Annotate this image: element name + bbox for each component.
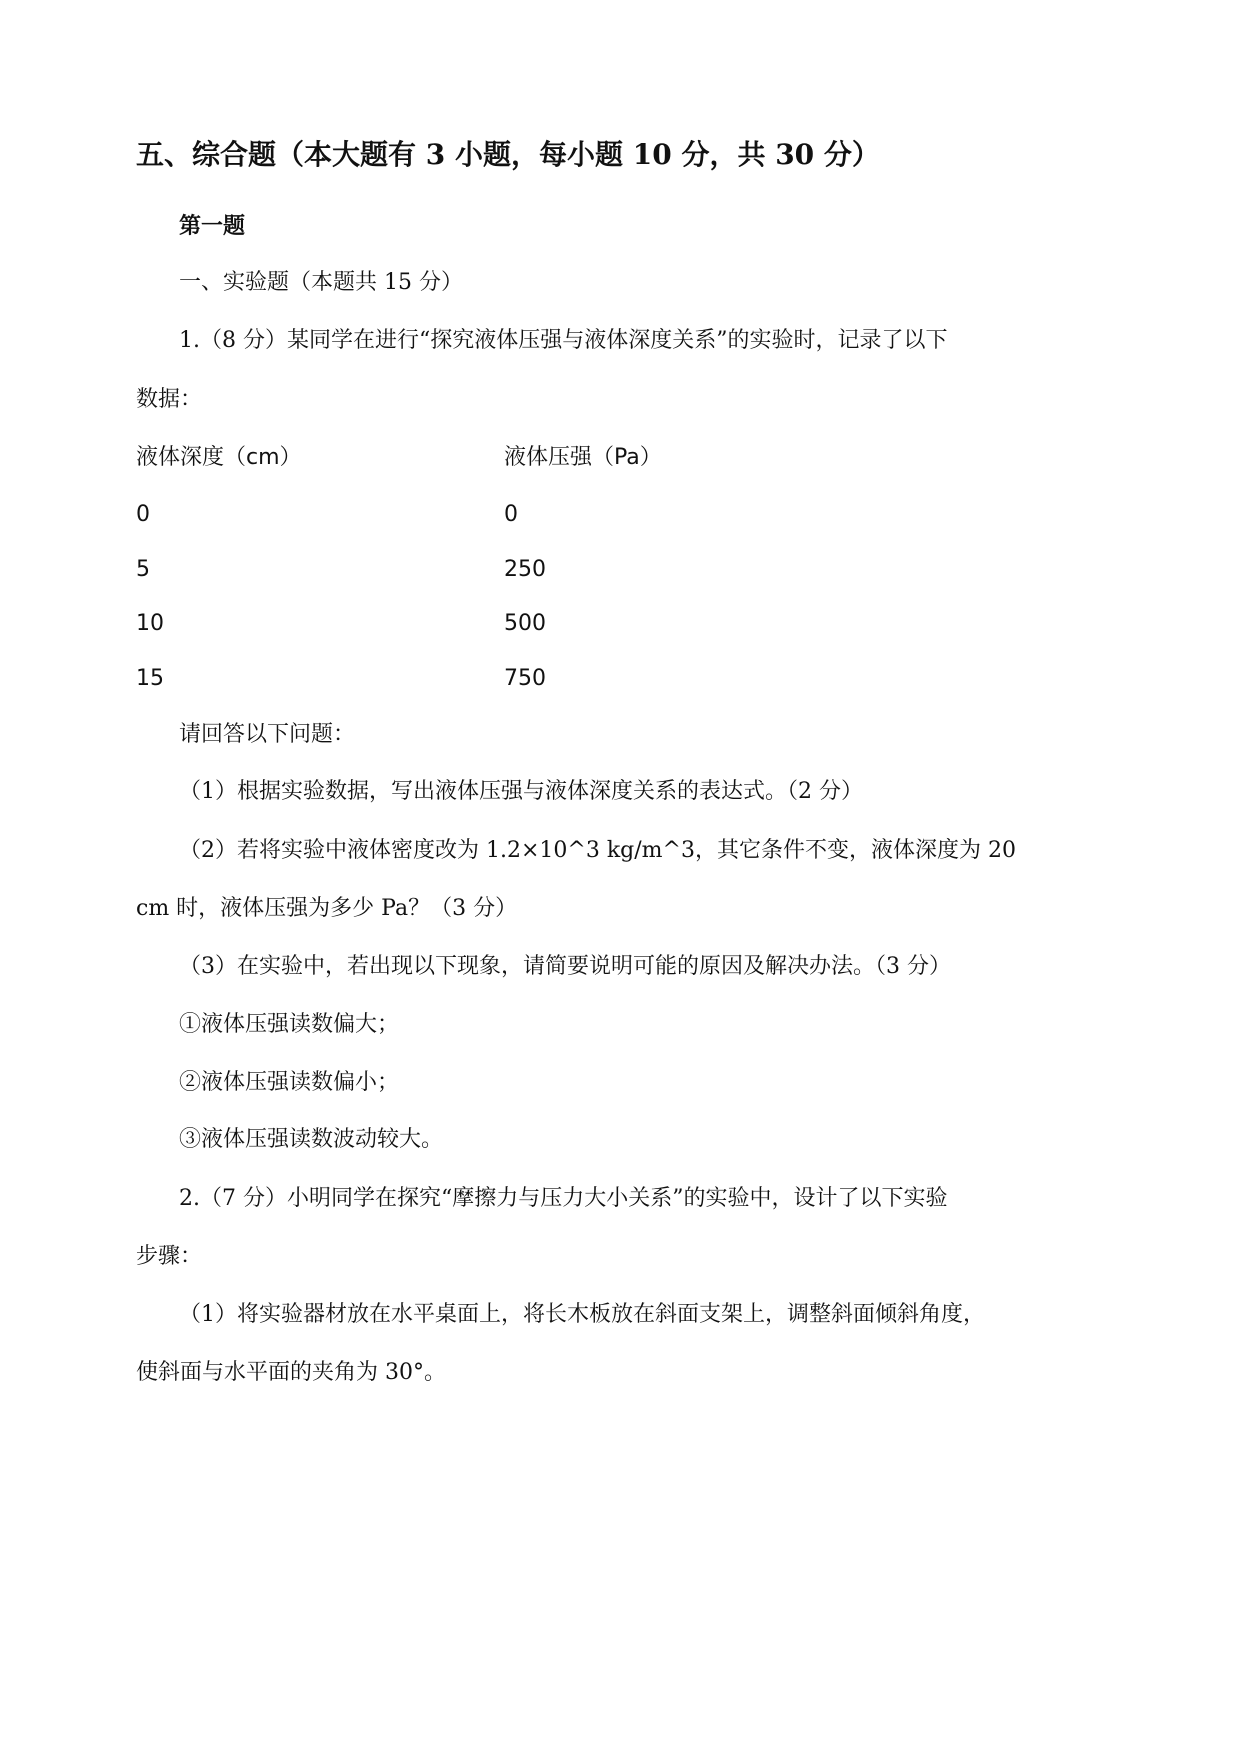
pressure-cell: 0: [504, 502, 518, 527]
depth-cell: 0: [136, 502, 150, 527]
question-label: 第一题: [179, 213, 246, 239]
part-title: 一、实验题（本题共 15 分）: [179, 270, 463, 295]
q1-sub2-line1: （2）若将实验中液体密度改为 1.2×10^3 kg/m^3，其它条件不变，液体深度为 20: [179, 838, 1016, 863]
depth-cell: 15: [136, 666, 164, 691]
q1-intro-line1: 1.（8 分）某同学在进行“探究液体压强与液体深度关系”的实验时，记录了以下: [179, 328, 948, 353]
phenomenon-item: ③液体压强读数波动较大。: [179, 1127, 444, 1152]
table-header-pressure: 液体压强（Pa）: [504, 445, 662, 470]
q2-step1-line1: （1）将实验器材放在水平桌面上，将长木板放在斜面支架上，调整斜面倾斜角度，: [179, 1302, 985, 1327]
section-heading: 五、综合题（本大题有 3 小题，每小题 10 分，共 30 分）: [136, 138, 880, 171]
q1-sub1: （1）根据实验数据，写出液体压强与液体深度关系的表达式。（2 分）: [179, 779, 863, 804]
depth-cell: 5: [136, 557, 150, 582]
depth-cell: 10: [136, 611, 164, 636]
q1-sub3: （3）在实验中，若出现以下现象，请简要说明可能的原因及解决办法。（3 分）: [179, 954, 951, 979]
q1-sub2-line2: cm 时，液体压强为多少 Pa？（3 分）: [136, 896, 518, 921]
table-header-depth: 液体深度（cm）: [136, 445, 302, 470]
pressure-cell: 750: [504, 666, 546, 691]
q1-intro-line2: 数据：: [136, 387, 203, 412]
q2-intro-line2: 步骤：: [136, 1244, 203, 1269]
q1-prompt: 请回答以下问题：: [179, 722, 356, 747]
pressure-cell: 500: [504, 611, 546, 636]
phenomenon-item: ①液体压强读数偏大；: [179, 1012, 400, 1037]
phenomenon-item: ②液体压强读数偏小；: [179, 1070, 400, 1095]
q2-step1-line2: 使斜面与水平面的夹角为 30°。: [136, 1360, 446, 1385]
q2-intro-line1: 2.（7 分）小明同学在探究“摩擦力与压力大小关系”的实验中，设计了以下实验: [179, 1186, 948, 1211]
pressure-cell: 250: [504, 557, 546, 582]
